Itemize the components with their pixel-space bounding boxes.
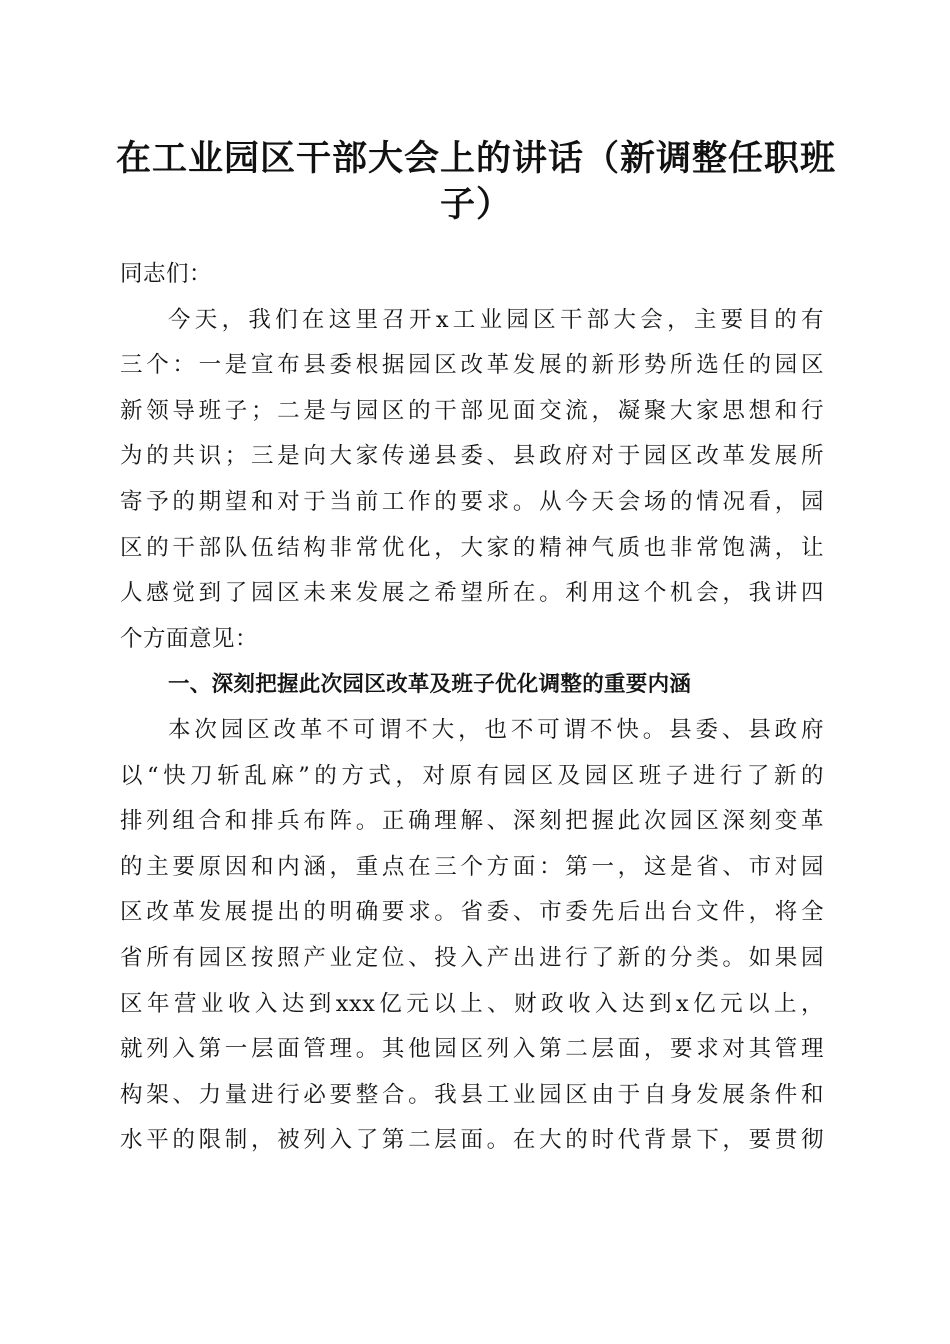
paragraph-line: 构架、力量进行必要整合。我县工业园区由于自身发展条件和 xyxy=(120,1081,824,1108)
paragraph-line: 三个：一是宣布县委根据园区改革发展的新形势所选任的园区 xyxy=(120,352,824,379)
paragraph-line: 以“快刀斩乱麻”的方式，对原有园区及园区班子进行了新的 xyxy=(120,762,824,789)
paragraph-line: 就列入第一层面管理。其他园区列入第二层面，要求对其管理 xyxy=(120,1036,824,1063)
paragraph-line: 排列组合和排兵布阵。正确理解、深刻把握此次园区深刻变革 xyxy=(120,808,824,835)
paragraph-section-1 xyxy=(120,708,824,1164)
paragraph-line: 本次园区改革不可谓不大，也不可谓不快。县委、县政府 xyxy=(168,716,824,743)
paragraph-line: 的主要原因和内涵，重点在三个方面：第一，这是省、市对园 xyxy=(120,853,824,880)
paragraph-line: 为的共识；三是向大家传递县委、县政府对于园区改革发展所 xyxy=(120,443,824,470)
title-line: 在工业园区干部大会上的讲话（新调整任职班 xyxy=(116,138,837,179)
paragraph-line: 区的干部队伍结构非常优化，大家的精神气质也非常饱满，让 xyxy=(120,534,824,561)
paragraph-line: 水平的限制，被列入了第二层面。在大的时代背景下，要贯彻 xyxy=(120,1127,824,1154)
title-line: 子） xyxy=(439,184,512,225)
salutation: 同志们： xyxy=(120,261,213,287)
section-heading-1: 一、深刻把握此次园区改革及班子优化调整的重要内涵 xyxy=(168,672,692,698)
paragraph-line: 新领导班子；二是与园区的干部见面交流，凝聚大家思想和行 xyxy=(120,397,824,424)
paragraph-line: 个方面意见： xyxy=(120,625,259,652)
paragraph-line: 省所有园区按照产业定位、投入产出进行了新的分类。如果园 xyxy=(120,944,824,971)
document-body xyxy=(120,252,824,1164)
paragraph-line: 区改革发展提出的明确要求。省委、市委先后出台文件，将全 xyxy=(120,899,824,926)
paragraph-line: 人感觉到了园区未来发展之希望所在。利用这个机会，我讲四 xyxy=(120,580,824,607)
paragraph-opening xyxy=(120,298,824,663)
paragraph-line: 寄予的期望和对于当前工作的要求。从今天会场的情况看，园 xyxy=(120,488,824,515)
document-title xyxy=(116,136,836,228)
paragraph-line: 今天，我们在这里召开x工业园区干部大会，主要目的有 xyxy=(168,306,824,333)
paragraph-line: 区年营业收入达到xxx亿元以上、财政收入达到x亿元以上， xyxy=(120,990,824,1017)
